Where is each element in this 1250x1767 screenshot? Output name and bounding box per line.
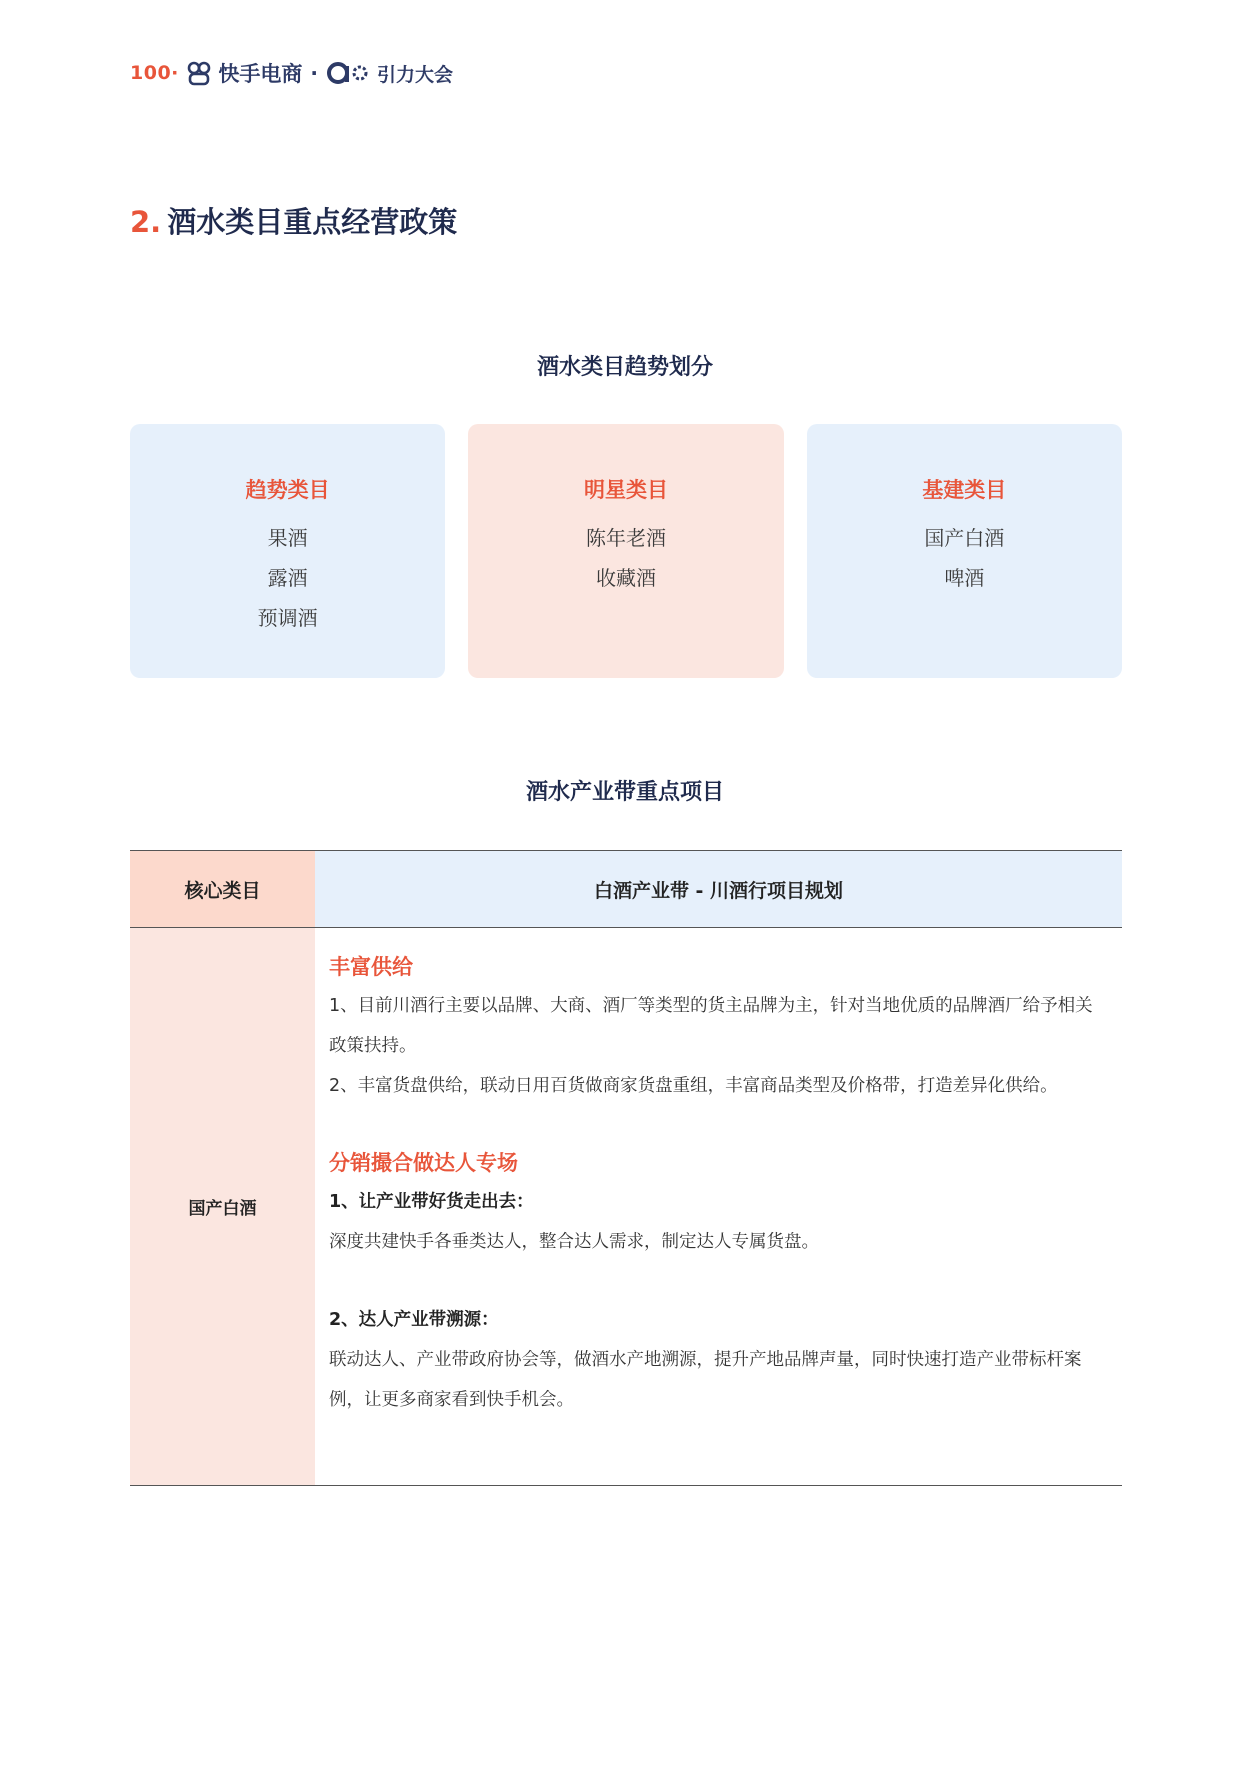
page-header <box>130 56 453 90</box>
paragraph: 深度共建快手各垂类达人，整合达人需求，制定达人专属货盘。 <box>329 1232 819 1252</box>
kuaishou-logo-icon <box>186 60 212 86</box>
card-item: 啤酒 <box>944 566 985 590</box>
section-number: 2. <box>130 205 162 239</box>
card-title: 趋势类目 <box>245 478 330 502</box>
paragraph: 1、目前川酒行主要以品牌、大商、酒厂等类型的货主品牌为主，针对当地优质的品牌酒厂给予相关政策扶持。 <box>329 996 1093 1056</box>
header-number: 100 <box>130 62 172 84</box>
subheading: 2、达人产业带溯源： <box>329 1310 499 1330</box>
header-separator: · <box>310 61 318 85</box>
card-star <box>468 424 783 678</box>
trend-title: 酒水类目趋势划分 <box>536 355 713 380</box>
block-title-supply: 丰富供给 <box>329 955 413 979</box>
header-core-category: 核心类目 <box>130 851 315 927</box>
header-brand: 快手电商 <box>218 62 303 86</box>
table-header <box>130 851 1122 928</box>
card-item: 陈年老酒 <box>585 526 666 550</box>
header-dot: · <box>171 62 179 84</box>
card-infrastructure <box>807 424 1122 678</box>
card-item: 预调酒 <box>257 606 318 630</box>
table-row <box>130 928 1122 1485</box>
block-title-distribution: 分销撮合做达人专场 <box>329 1151 518 1175</box>
section-title <box>130 200 457 241</box>
subheading: 1、让产业带好货走出去： <box>329 1192 534 1212</box>
header-event: 引力大会 <box>377 63 454 86</box>
trend-cards <box>130 424 1122 678</box>
card-item: 国产白酒 <box>924 526 1005 550</box>
project-table <box>130 850 1122 1486</box>
card-title: 明星类目 <box>583 478 668 502</box>
event-logo-icon <box>327 60 371 86</box>
card-item: 露酒 <box>267 566 308 590</box>
card-trend <box>130 424 445 678</box>
card-item: 收藏酒 <box>595 566 656 590</box>
project-title: 酒水产业带重点项目 <box>525 780 724 805</box>
section-title-text: 酒水类目重点经营政策 <box>167 205 458 239</box>
card-item: 果酒 <box>267 526 308 550</box>
paragraph: 2、丰富货盘供给，联动日用百货做商家货盘重组，丰富商品类型及价格带，打造差异化供给。 <box>329 1076 1058 1096</box>
paragraph: 联动达人、产业带政府协会等，做酒水产地溯源，提升产地品牌声量，同时快速打造产业带标杆案例，让更多商家看到快手机会。 <box>329 1350 1082 1410</box>
card-title: 基建类目 <box>922 478 1007 502</box>
plan-cell <box>315 928 1122 1485</box>
category-cell: 国产白酒 <box>130 928 315 1485</box>
header-project-plan: 白酒产业带 - 川酒行项目规划 <box>315 851 1122 927</box>
